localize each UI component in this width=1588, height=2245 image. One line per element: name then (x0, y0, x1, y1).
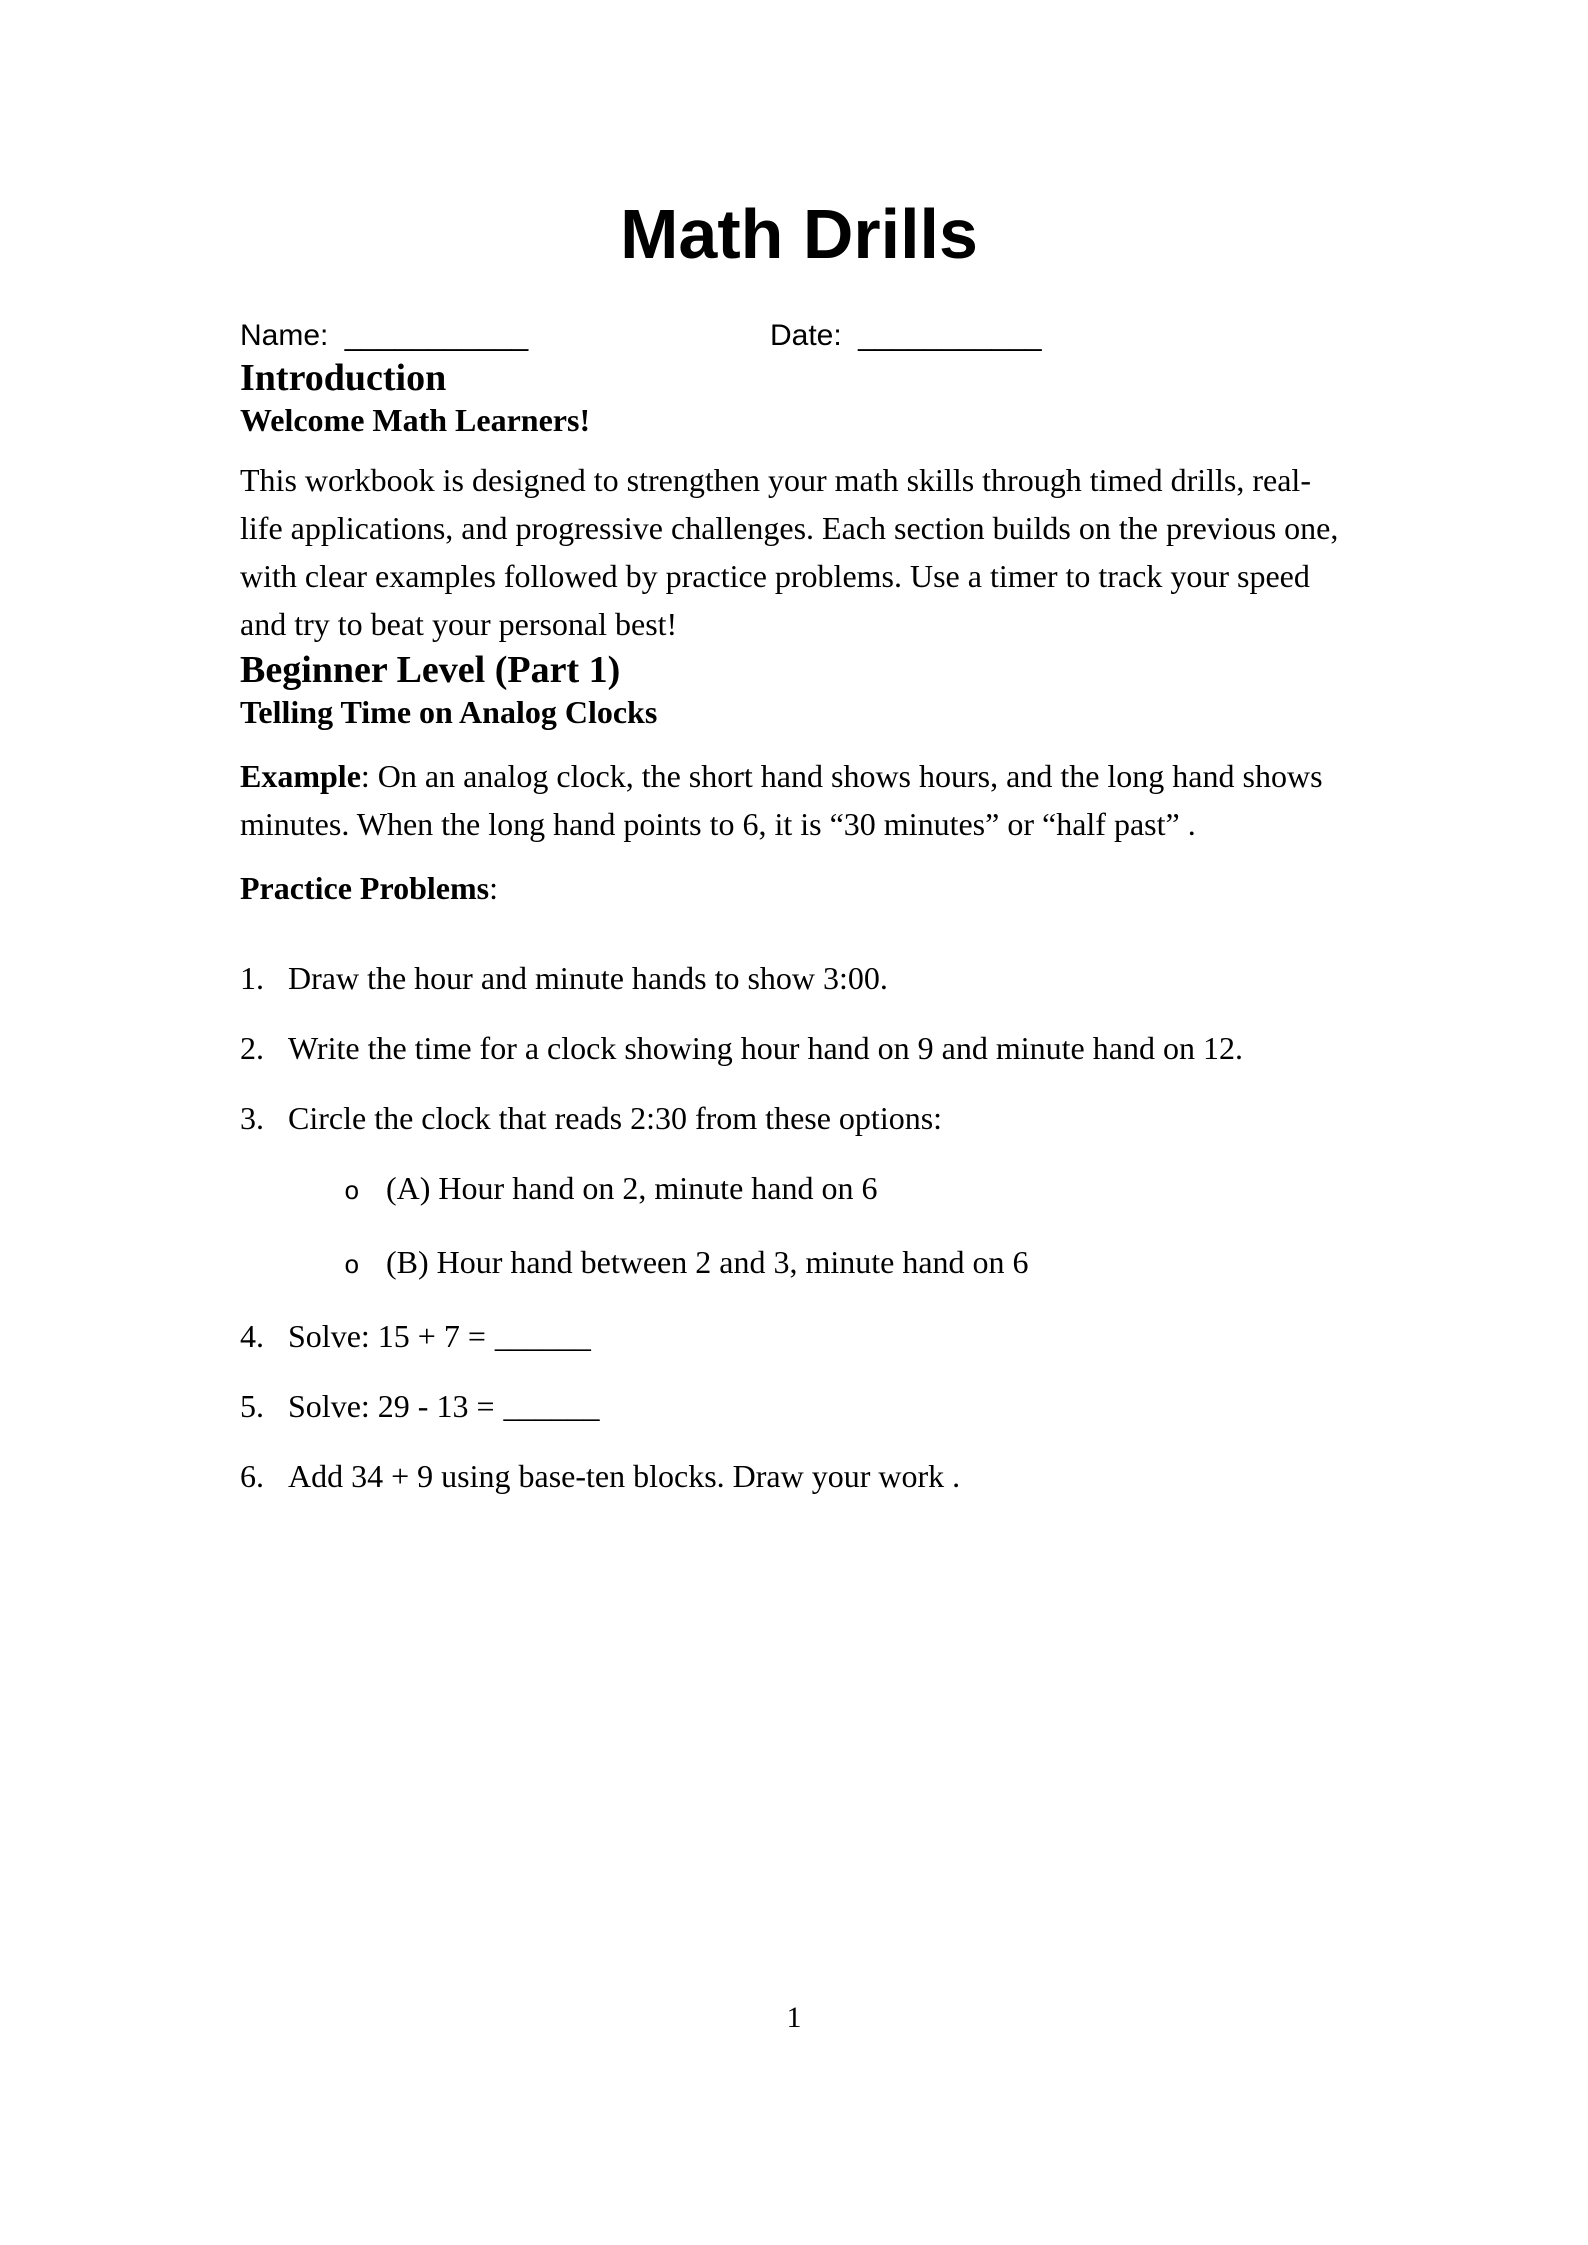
section-heading-beginner-level: Beginner Level (Part 1) (240, 649, 621, 691)
problem-item-2 (240, 1024, 1358, 1072)
subheading-welcome: Welcome Math Learners! (240, 402, 591, 438)
example-line (240, 752, 1358, 800)
problem-number: 6. (240, 1458, 264, 1494)
practice-problems-colon: : (489, 870, 498, 906)
practice-problems-list (240, 954, 1358, 1500)
problem-text: Add 34 + 9 using base-ten blocks. Draw your work . (288, 1458, 961, 1494)
problem-text: Write the time for a clock showing hour hand on 9 and minute hand on 12. (288, 1030, 1243, 1066)
practice-problems-label: Practice Problems (240, 870, 490, 906)
problem-item-3 (240, 1094, 1358, 1142)
document-content (0, 195, 1588, 1500)
date-label: Date: (770, 319, 842, 352)
problem-option-a (240, 1164, 1358, 1216)
example-text: : On an analog clock, the short hand shows hours, and the long hand shows (360, 758, 1323, 794)
name-label: Name: (240, 319, 329, 352)
answer-blank: ______ (494, 1318, 591, 1354)
name-field (240, 316, 528, 356)
name-date-row (240, 316, 1358, 356)
paragraph-line: This workbook is designed to strengthen your math skills through timed drills, real- (240, 462, 1311, 498)
practice-problems-label-row (240, 864, 1358, 912)
problem-number: 1. (240, 960, 264, 996)
option-bullet: o (344, 1251, 360, 1281)
example-paragraph (240, 752, 1358, 848)
problem-item-1 (240, 954, 1358, 1002)
page-number: 1 (786, 2001, 802, 2034)
option-bullet: o (344, 1177, 360, 1207)
problem-text: Solve: 29 - 13 = (288, 1388, 495, 1424)
problem-option-b (240, 1238, 1358, 1290)
example-label: Example (240, 758, 361, 794)
paragraph-line: with clear examples followed by practice problems. Use a timer to track your speed (240, 558, 1310, 594)
date-blank: ___________ (858, 319, 1042, 352)
paragraph-line: and try to beat your personal best! (240, 606, 678, 642)
intro-paragraph (240, 456, 1358, 648)
problem-item-6 (240, 1452, 1358, 1500)
doc-title: Math Drills (620, 195, 978, 273)
answer-blank: ______ (503, 1388, 600, 1424)
option-text: (B) Hour hand between 2 and 3, minute hand on 6 (386, 1244, 1029, 1280)
example-line: minutes. When the long hand points to 6, it is “30 minutes” or “half past” . (240, 806, 1196, 842)
problem-text: Circle the clock that reads 2:30 from these options: (288, 1100, 943, 1136)
problem-number: 3. (240, 1100, 264, 1136)
problem-number: 2. (240, 1030, 264, 1066)
problem-item-5 (240, 1382, 1358, 1430)
paragraph-line: life applications, and progressive challenges. Each section builds on the previous one, (240, 510, 1339, 546)
problem-number: 5. (240, 1388, 264, 1424)
problem-text: Solve: 15 + 7 = (288, 1318, 486, 1354)
name-blank: ___________ (344, 319, 529, 352)
problem-text: Draw the hour and minute hands to show 3:00. (288, 960, 888, 996)
option-text: (A) Hour hand on 2, minute hand on 6 (386, 1170, 878, 1206)
date-field (770, 316, 1042, 356)
problem-item-4 (240, 1312, 1358, 1360)
section-heading-introduction: Introduction (240, 357, 447, 399)
problem-number: 4. (240, 1318, 264, 1354)
subheading-telling-time: Telling Time on Analog Clocks (240, 694, 658, 730)
